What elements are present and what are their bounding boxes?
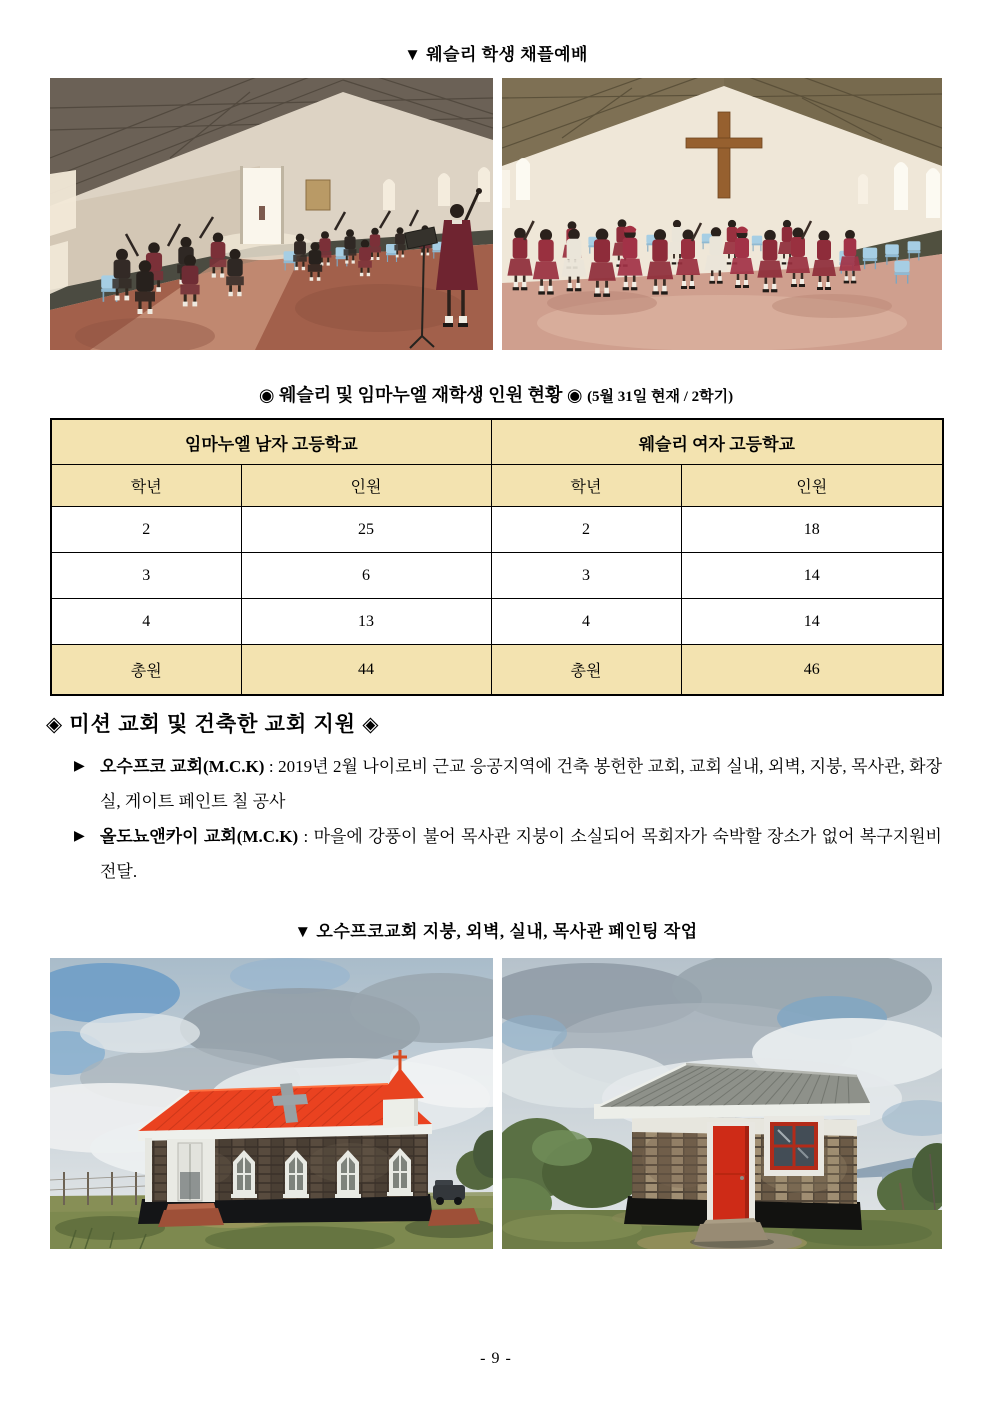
support-section-heading: ◈ 미션 교회 및 건축한 교회 지원 ◈ bbox=[46, 712, 380, 736]
total-label-cell: 총원 bbox=[491, 645, 681, 696]
support-items bbox=[74, 749, 942, 889]
page-number: - 9 - bbox=[480, 1350, 512, 1367]
table-cell: 2 bbox=[491, 507, 681, 553]
total-value-cell: 44 bbox=[241, 645, 491, 696]
col-header-cell: 학년 bbox=[51, 465, 241, 507]
separator: : bbox=[264, 757, 279, 776]
table-cell: 3 bbox=[491, 553, 681, 599]
table-row-total bbox=[51, 645, 943, 696]
table-cell: 13 bbox=[241, 599, 491, 645]
church-description: 2019년 2월 나이로비 근교 응공지역에 건축 봉헌한 교회, 교회 실내, 외벽, 지붕, 목사관, 화장실, 게이트 페인트 칠 공사 bbox=[100, 757, 942, 811]
parsonage-building bbox=[594, 1064, 870, 1248]
col-header-cell: 인원 bbox=[681, 465, 943, 507]
church-description: 마을에 강풍이 불어 목사관 지붕이 소실되어 목회자가 숙박할 장소가 없어 복구지원비 전달. bbox=[100, 827, 942, 881]
bullet-marker-icon: ▶ bbox=[74, 759, 85, 774]
table-cell: 14 bbox=[681, 599, 943, 645]
caption-painting: ▼ 오수프코교회 지붕, 외벽, 실내, 목사관 페인팅 작업 bbox=[294, 922, 698, 941]
school-name-cell: 웨슬리 여자 고등학교 bbox=[491, 419, 943, 465]
table-cell: 18 bbox=[681, 507, 943, 553]
photo-row-chapel bbox=[50, 78, 942, 350]
list-item-text bbox=[100, 819, 942, 889]
list-item bbox=[74, 749, 942, 819]
table-cell: 2 bbox=[51, 507, 241, 553]
enrollment-table bbox=[50, 418, 944, 696]
table-row-headers bbox=[51, 465, 943, 507]
red-frame-window bbox=[764, 1116, 824, 1176]
photo-chapel-left bbox=[50, 78, 493, 350]
caption-chapel: ▼ 웨슬리 학생 채플예배 bbox=[404, 45, 588, 64]
table-row-schools bbox=[51, 419, 943, 465]
table-row bbox=[51, 507, 943, 553]
red-door bbox=[707, 1122, 755, 1224]
table-cell: 6 bbox=[241, 553, 491, 599]
table-cell: 3 bbox=[51, 553, 241, 599]
total-value-cell: 46 bbox=[681, 645, 943, 696]
table-cell: 4 bbox=[491, 599, 681, 645]
enrollment-title bbox=[0, 381, 992, 407]
enrollment-title-note: (5월 31일 현재 / 2학기) bbox=[587, 389, 734, 405]
church-name: 오수프코 교회(M.C.K) bbox=[100, 757, 265, 776]
bullet-marker-icon: ▶ bbox=[74, 829, 85, 844]
table-cell: 4 bbox=[51, 599, 241, 645]
photo-church-exterior bbox=[50, 958, 493, 1249]
photo-chapel-right bbox=[502, 78, 942, 350]
list-item bbox=[74, 819, 942, 889]
enrollment-title-text: ◉ 웨슬리 및 임마누엘 재학생 인원 현황 ◉ bbox=[258, 385, 583, 405]
separator: : bbox=[298, 827, 314, 846]
table-cell: 25 bbox=[241, 507, 491, 553]
table-cell: 14 bbox=[681, 553, 943, 599]
col-header-cell: 학년 bbox=[491, 465, 681, 507]
photo-parsonage bbox=[502, 958, 942, 1249]
col-header-cell: 인원 bbox=[241, 465, 491, 507]
list-item-text bbox=[100, 749, 942, 819]
total-label-cell: 총원 bbox=[51, 645, 241, 696]
table-row bbox=[51, 553, 943, 599]
church-name: 올도뇨앤카이 교회(M.C.K) bbox=[100, 827, 299, 846]
school-name-cell: 임마누엘 남자 고등학교 bbox=[51, 419, 491, 465]
photo-row-churches bbox=[50, 958, 942, 1249]
table-row bbox=[51, 599, 943, 645]
